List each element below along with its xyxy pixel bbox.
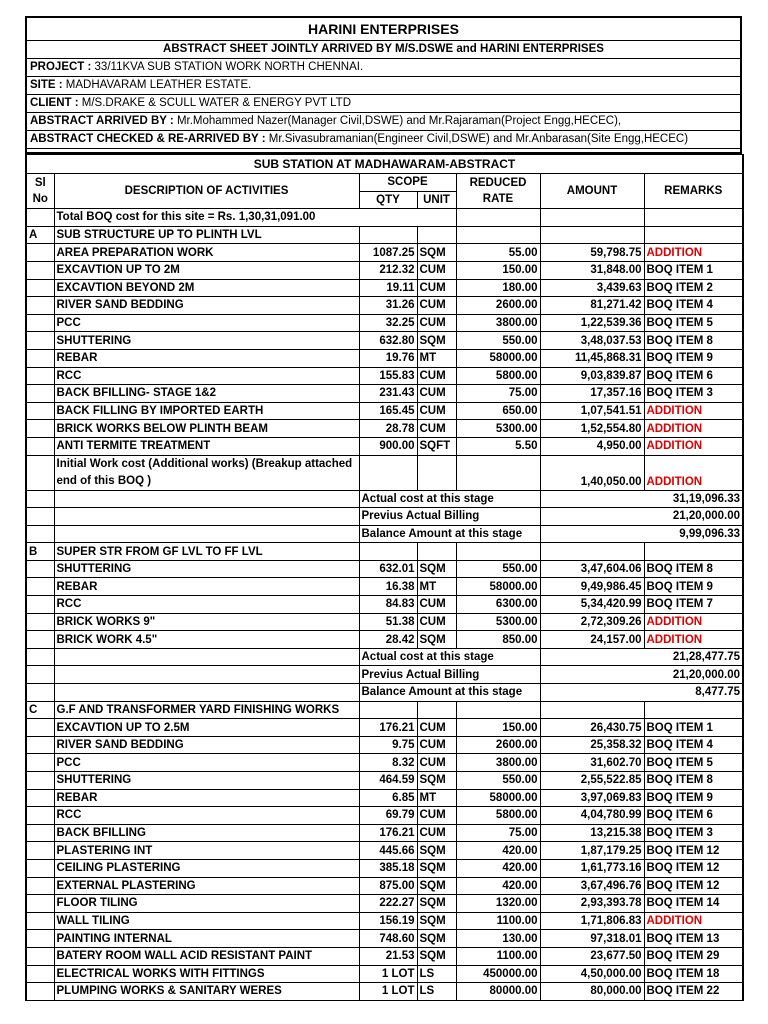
- item-description: WALL TILING: [54, 912, 359, 930]
- item-qty: 16.38: [359, 578, 417, 596]
- item-amount: 25,358.32: [540, 736, 644, 754]
- project-line: PROJECT : 33/11KVA SUB STATION WORK NORTH CHENNAI.: [27, 59, 740, 77]
- summary-row: [26, 525, 743, 543]
- item-remark: BOQ ITEM 4: [644, 297, 743, 315]
- item-rate: 58000.00: [456, 789, 540, 807]
- item-rate: 150.00: [456, 719, 540, 737]
- item-remark: BOQ ITEM 29: [644, 947, 743, 965]
- item-description: BACK BFILLING: [54, 824, 359, 842]
- item-remark: BOQ ITEM 7: [644, 596, 743, 614]
- item-description: RIVER SAND BEDDING: [54, 297, 359, 315]
- item-remark: BOQ ITEM 6: [644, 807, 743, 825]
- item-description: EXCAVTION UP TO 2M: [54, 261, 359, 279]
- company-title: HARINI ENTERPRISES: [27, 18, 740, 41]
- table-row: [26, 772, 743, 790]
- col-amount-header: AMOUNT: [540, 174, 644, 209]
- item-qty: 632.01: [359, 560, 417, 578]
- section-title: SUB STRUCTURE UP TO PLINTH LVL: [54, 226, 359, 244]
- summary-row: [26, 666, 743, 684]
- item-unit: CUM: [417, 420, 456, 438]
- item-remark: BOQ ITEM 3: [644, 824, 743, 842]
- item-amount: 1,22,539.36: [540, 314, 644, 332]
- item-qty: 1 LOT: [359, 965, 417, 983]
- item-unit: LS: [417, 983, 456, 1001]
- item-unit: SQM: [417, 912, 456, 930]
- section-title: SUPER STR FROM GF LVL TO FF LVL: [54, 543, 359, 561]
- item-description: RIVER SAND BEDDING: [54, 736, 359, 754]
- item-remark: BOQ ITEM 8: [644, 332, 743, 350]
- item-rate: 420.00: [456, 877, 540, 895]
- item-qty: 176.21: [359, 719, 417, 737]
- item-remark: BOQ ITEM 12: [644, 877, 743, 895]
- item-description: SHUTTERING: [54, 332, 359, 350]
- table-row: [26, 824, 743, 842]
- table-row: [26, 930, 743, 948]
- summary-row: [26, 648, 743, 666]
- item-rate: 5300.00: [456, 613, 540, 631]
- item-unit: SQFT: [417, 437, 456, 455]
- item-remark: BOQ ITEM 12: [644, 842, 743, 860]
- item-qty: 165.45: [359, 402, 417, 420]
- item-description: PCC: [54, 754, 359, 772]
- summary-row: [26, 508, 743, 526]
- item-amount: 26,430.75: [540, 719, 644, 737]
- item-rate: 450000.00: [456, 965, 540, 983]
- summary-label: Balance Amount at this stage: [359, 525, 540, 543]
- table-row: [26, 895, 743, 913]
- table-row: [26, 560, 743, 578]
- item-unit: CUM: [417, 754, 456, 772]
- site-line: SITE : MADHAVARAM LEATHER ESTATE.: [27, 77, 740, 95]
- item-amount: 31,848.00: [540, 261, 644, 279]
- item-qty: 212.32: [359, 261, 417, 279]
- item-amount: 4,50,000.00: [540, 965, 644, 983]
- item-description: SHUTTERING: [54, 772, 359, 790]
- item-description: RCC: [54, 807, 359, 825]
- item-description: AREA PREPARATION WORK: [54, 244, 359, 262]
- item-rate: 130.00: [456, 930, 540, 948]
- item-amount: 2,72,309.26: [540, 613, 644, 631]
- item-qty: 19.76: [359, 349, 417, 367]
- item-remark: ADDITION: [644, 437, 743, 455]
- item-rate: 6300.00: [456, 596, 540, 614]
- item-unit: CUM: [417, 367, 456, 385]
- item-remark: BOQ ITEM 2: [644, 279, 743, 297]
- item-rate: 550.00: [456, 332, 540, 350]
- item-rate: 550.00: [456, 560, 540, 578]
- item-unit: CUM: [417, 807, 456, 825]
- table-row: [26, 631, 743, 649]
- summary-value: 21,28,477.75: [540, 648, 743, 666]
- table-row: [26, 261, 743, 279]
- item-description: PLASTERING INT: [54, 842, 359, 860]
- item-rate: 1100.00: [456, 947, 540, 965]
- item-amount: 81,271.42: [540, 297, 644, 315]
- table-row: [26, 244, 743, 262]
- item-rate: 5300.00: [456, 420, 540, 438]
- table-row: [26, 578, 743, 596]
- section-row: [26, 701, 743, 719]
- item-qty: 21.53: [359, 947, 417, 965]
- item-amount: 1,52,554.80: [540, 420, 644, 438]
- table-row: [26, 877, 743, 895]
- item-qty: 155.83: [359, 367, 417, 385]
- item-description: FLOOR TILING: [54, 895, 359, 913]
- item-unit: SQM: [417, 877, 456, 895]
- item-qty: 445.66: [359, 842, 417, 860]
- item-amount: 4,950.00: [540, 437, 644, 455]
- item-amount: 97,318.01: [540, 930, 644, 948]
- item-rate: 5800.00: [456, 367, 540, 385]
- item-amount: 3,439.63: [540, 279, 644, 297]
- item-amount: 9,49,986.45: [540, 578, 644, 596]
- sheet-header: [25, 16, 742, 148]
- item-description: BRICK WORKS 9": [54, 613, 359, 631]
- abstract-sheet: [25, 16, 742, 1001]
- item-qty: 84.83: [359, 596, 417, 614]
- item-unit: SQM: [417, 947, 456, 965]
- item-description: RCC: [54, 596, 359, 614]
- item-rate: 3800.00: [456, 754, 540, 772]
- summary-value: 8,477.75: [540, 684, 743, 702]
- col-rate-header: REDUCED RATE: [456, 174, 540, 209]
- item-unit: CUM: [417, 613, 456, 631]
- item-amount: 1,61,773.16: [540, 859, 644, 877]
- item-amount: 31,602.70: [540, 754, 644, 772]
- item-description: PCC: [54, 314, 359, 332]
- total-boq-row: [26, 209, 743, 227]
- col-unit-header: UNIT: [417, 191, 456, 209]
- item-unit: SQM: [417, 560, 456, 578]
- item-amount: 3,47,604.06: [540, 560, 644, 578]
- item-remark: BOQ ITEM 8: [644, 772, 743, 790]
- column-header-row-1: [26, 174, 743, 192]
- item-qty: 1 LOT: [359, 983, 417, 1001]
- item-unit: MT: [417, 578, 456, 596]
- section-sl: A: [26, 226, 54, 244]
- summary-row: [26, 490, 743, 508]
- item-unit: CUM: [417, 314, 456, 332]
- item-amount: 4,04,780.99: [540, 807, 644, 825]
- item-amount: 80,000.00: [540, 983, 644, 1001]
- summary-row: [26, 684, 743, 702]
- item-amount: 1,87,179.25: [540, 842, 644, 860]
- item-remark: BOQ ITEM 5: [644, 314, 743, 332]
- table-row: [26, 332, 743, 350]
- item-qty: 28.42: [359, 631, 417, 649]
- item-description: RCC: [54, 367, 359, 385]
- item-unit: CUM: [417, 279, 456, 297]
- item-rate: 58000.00: [456, 578, 540, 596]
- item-remark: BOQ ITEM 9: [644, 349, 743, 367]
- item-unit: SQM: [417, 842, 456, 860]
- item-rate: 650.00: [456, 402, 540, 420]
- item-amount: 59,798.75: [540, 244, 644, 262]
- item-rate: 150.00: [456, 261, 540, 279]
- item-qty: 51.38: [359, 613, 417, 631]
- item-remark: ADDITION: [644, 402, 743, 420]
- table-row: [26, 420, 743, 438]
- table-row: [26, 385, 743, 403]
- item-rate: 5800.00: [456, 807, 540, 825]
- summary-value: 21,20,000.00: [540, 508, 743, 526]
- table-row: [26, 859, 743, 877]
- item-unit: SQM: [417, 244, 456, 262]
- item-description: EXTERNAL PLASTERING: [54, 877, 359, 895]
- item-amount: 11,45,868.31: [540, 349, 644, 367]
- item-description: SHUTTERING: [54, 560, 359, 578]
- table-row: [26, 754, 743, 772]
- table-row: [26, 719, 743, 737]
- item-unit: CUM: [417, 824, 456, 842]
- arrived-by-line: ABSTRACT ARRIVED BY : Mr.Mohammed Nazer(Manager Civil,DSWE) and Mr.Rajaraman(Project Engg,HECEC),: [27, 113, 740, 131]
- item-amount: 3,48,037.53: [540, 332, 644, 350]
- table-title-row: [26, 155, 743, 174]
- summary-label: Actual cost at this stage: [359, 648, 540, 666]
- item-remark: BOQ ITEM 4: [644, 736, 743, 754]
- item-description: EXCAVTION UP TO 2.5M: [54, 719, 359, 737]
- item-unit: CUM: [417, 385, 456, 403]
- item-qty: 1087.25: [359, 244, 417, 262]
- table-row: [26, 965, 743, 983]
- item-remark: BOQ ITEM 9: [644, 578, 743, 596]
- item-qty: 385.18: [359, 859, 417, 877]
- item-unit: CUM: [417, 402, 456, 420]
- initial-work-remark: ADDITION: [644, 455, 743, 490]
- item-amount: 17,357.16: [540, 385, 644, 403]
- item-qty: 875.00: [359, 877, 417, 895]
- item-amount: 5,34,420.99: [540, 596, 644, 614]
- item-remark: BOQ ITEM 9: [644, 789, 743, 807]
- section-sl: C: [26, 701, 54, 719]
- table-row: [26, 367, 743, 385]
- item-description: BRICK WORK 4.5": [54, 631, 359, 649]
- summary-value: 9,99,096.33: [540, 525, 743, 543]
- item-amount: 24,157.00: [540, 631, 644, 649]
- item-qty: 900.00: [359, 437, 417, 455]
- item-amount: 23,677.50: [540, 947, 644, 965]
- item-unit: SQM: [417, 772, 456, 790]
- item-remark: ADDITION: [644, 613, 743, 631]
- item-rate: 2600.00: [456, 297, 540, 315]
- item-remark: BOQ ITEM 22: [644, 983, 743, 1001]
- item-rate: 2600.00: [456, 736, 540, 754]
- item-qty: 748.60: [359, 930, 417, 948]
- item-unit: CUM: [417, 261, 456, 279]
- item-description: BACK BFILLING- STAGE 1&2: [54, 385, 359, 403]
- summary-value: 21,20,000.00: [540, 666, 743, 684]
- client-line: CLIENT : M/S.DRAKE & SCULL WATER & ENERGY PVT LTD: [27, 95, 740, 113]
- table-row: [26, 842, 743, 860]
- item-remark: BOQ ITEM 13: [644, 930, 743, 948]
- item-rate: 55.00: [456, 244, 540, 262]
- item-rate: 75.00: [456, 824, 540, 842]
- item-unit: SQM: [417, 930, 456, 948]
- item-qty: 156.19: [359, 912, 417, 930]
- item-remark: BOQ ITEM 3: [644, 385, 743, 403]
- item-description: REBAR: [54, 789, 359, 807]
- item-unit: SQM: [417, 332, 456, 350]
- item-amount: 3,97,069.83: [540, 789, 644, 807]
- item-rate: 5.50: [456, 437, 540, 455]
- total-boq-text: Total BOQ cost for this site = Rs. 1,30,31,091.00: [54, 209, 456, 227]
- item-unit: CUM: [417, 719, 456, 737]
- abstract-line: ABSTRACT SHEET JOINTLY ARRIVED BY M/S.DSWE and HARINI ENTERPRISES: [27, 41, 740, 59]
- item-qty: 19.11: [359, 279, 417, 297]
- item-remark: ADDITION: [644, 420, 743, 438]
- summary-label: Balance Amount at this stage: [359, 684, 540, 702]
- abstract-table: [25, 154, 744, 1001]
- item-qty: 632.80: [359, 332, 417, 350]
- item-description: EXCAVTION BEYOND 2M: [54, 279, 359, 297]
- table-row: [26, 912, 743, 930]
- item-qty: 8.32: [359, 754, 417, 772]
- item-description: ELECTRICAL WORKS WITH FITTINGS: [54, 965, 359, 983]
- item-remark: BOQ ITEM 12: [644, 859, 743, 877]
- item-qty: 6.85: [359, 789, 417, 807]
- item-description: BRICK WORKS BELOW PLINTH BEAM: [54, 420, 359, 438]
- item-qty: 69.79: [359, 807, 417, 825]
- item-amount: 1,71,806.83: [540, 912, 644, 930]
- section-row: [26, 226, 743, 244]
- item-unit: CUM: [417, 736, 456, 754]
- item-remark: BOQ ITEM 18: [644, 965, 743, 983]
- item-remark: BOQ ITEM 8: [644, 560, 743, 578]
- abstract-table-body: [26, 155, 743, 1001]
- item-unit: CUM: [417, 297, 456, 315]
- summary-label: Previus Actual Billing: [359, 508, 540, 526]
- item-description: BACK FILLING BY IMPORTED EARTH: [54, 402, 359, 420]
- item-rate: 80000.00: [456, 983, 540, 1001]
- item-description: ANTI TERMITE TREATMENT: [54, 437, 359, 455]
- table-row: [26, 807, 743, 825]
- item-qty: 31.26: [359, 297, 417, 315]
- section-title: G.F AND TRANSFORMER YARD FINISHING WORKS: [54, 701, 359, 719]
- table-row: [26, 736, 743, 754]
- table-title: SUB STATION AT MADHAWARAM-ABSTRACT: [26, 155, 743, 174]
- summary-label: Actual cost at this stage: [359, 490, 540, 508]
- item-remark: BOQ ITEM 5: [644, 754, 743, 772]
- item-rate: 75.00: [456, 385, 540, 403]
- item-qty: 9.75: [359, 736, 417, 754]
- item-rate: 1320.00: [456, 895, 540, 913]
- item-remark: ADDITION: [644, 244, 743, 262]
- item-qty: 222.27: [359, 895, 417, 913]
- item-description: REBAR: [54, 578, 359, 596]
- item-remark: ADDITION: [644, 631, 743, 649]
- item-description: CEILING PLASTERING: [54, 859, 359, 877]
- initial-work-row: [26, 455, 743, 490]
- section-row: [26, 543, 743, 561]
- item-unit: SQM: [417, 895, 456, 913]
- item-amount: 9,03,839.87: [540, 367, 644, 385]
- item-amount: 2,55,522.85: [540, 772, 644, 790]
- table-row: [26, 613, 743, 631]
- item-amount: 1,07,541.51: [540, 402, 644, 420]
- item-rate: 180.00: [456, 279, 540, 297]
- summary-value: 31,19,096.33: [540, 490, 743, 508]
- item-description: BATERY ROOM WALL ACID RESISTANT PAINT: [54, 947, 359, 965]
- item-description: PAINTING INTERNAL: [54, 930, 359, 948]
- item-amount: 13,215.38: [540, 824, 644, 842]
- initial-work-amount: 1,40,050.00: [540, 455, 644, 490]
- item-qty: 176.21: [359, 824, 417, 842]
- item-rate: 58000.00: [456, 349, 540, 367]
- item-rate: 420.00: [456, 859, 540, 877]
- item-remark: BOQ ITEM 14: [644, 895, 743, 913]
- item-rate: 550.00: [456, 772, 540, 790]
- item-qty: 464.59: [359, 772, 417, 790]
- item-remark: BOQ ITEM 1: [644, 719, 743, 737]
- item-unit: MT: [417, 789, 456, 807]
- item-description: PLUMPING WORKS & SANITARY WERES: [54, 983, 359, 1001]
- col-remarks-header: REMARKS: [644, 174, 743, 209]
- item-amount: 3,67,496.76: [540, 877, 644, 895]
- item-remark: BOQ ITEM 6: [644, 367, 743, 385]
- table-row: [26, 279, 743, 297]
- item-qty: 32.25: [359, 314, 417, 332]
- item-unit: SQM: [417, 631, 456, 649]
- table-row: [26, 402, 743, 420]
- item-unit: LS: [417, 965, 456, 983]
- table-row: [26, 789, 743, 807]
- col-qty-header: QTY: [359, 191, 417, 209]
- initial-work-description: Initial Work cost (Additional works) (Breakup attached end of this BOQ ): [54, 455, 359, 490]
- table-row: [26, 596, 743, 614]
- table-row: [26, 349, 743, 367]
- checked-by-line: ABSTRACT CHECKED & RE-ARRIVED BY : Mr.Sivasubramanian(Engineer Civil,DSWE) and Mr.Anbarasan(Site Engg,HECEC): [30, 133, 689, 145]
- item-qty: 231.43: [359, 385, 417, 403]
- col-desc-header: DESCRIPTION OF ACTIVITIES: [54, 174, 359, 209]
- col-sl-header: Sl No: [26, 174, 54, 209]
- item-rate: 420.00: [456, 842, 540, 860]
- item-rate: 850.00: [456, 631, 540, 649]
- summary-label: Previus Actual Billing: [359, 666, 540, 684]
- item-rate: 1100.00: [456, 912, 540, 930]
- section-sl: B: [26, 543, 54, 561]
- item-unit: CUM: [417, 596, 456, 614]
- table-row: [26, 314, 743, 332]
- item-rate: 3800.00: [456, 314, 540, 332]
- item-description: REBAR: [54, 349, 359, 367]
- table-row: [26, 297, 743, 315]
- item-remark: BOQ ITEM 1: [644, 261, 743, 279]
- item-unit: SQM: [417, 859, 456, 877]
- item-remark: ADDITION: [644, 912, 743, 930]
- table-row: [26, 947, 743, 965]
- item-unit: MT: [417, 349, 456, 367]
- item-amount: 2,93,393.78: [540, 895, 644, 913]
- table-row: [26, 983, 743, 1001]
- item-qty: 28.78: [359, 420, 417, 438]
- table-row: [26, 437, 743, 455]
- col-scope-header: SCOPE: [359, 174, 456, 192]
